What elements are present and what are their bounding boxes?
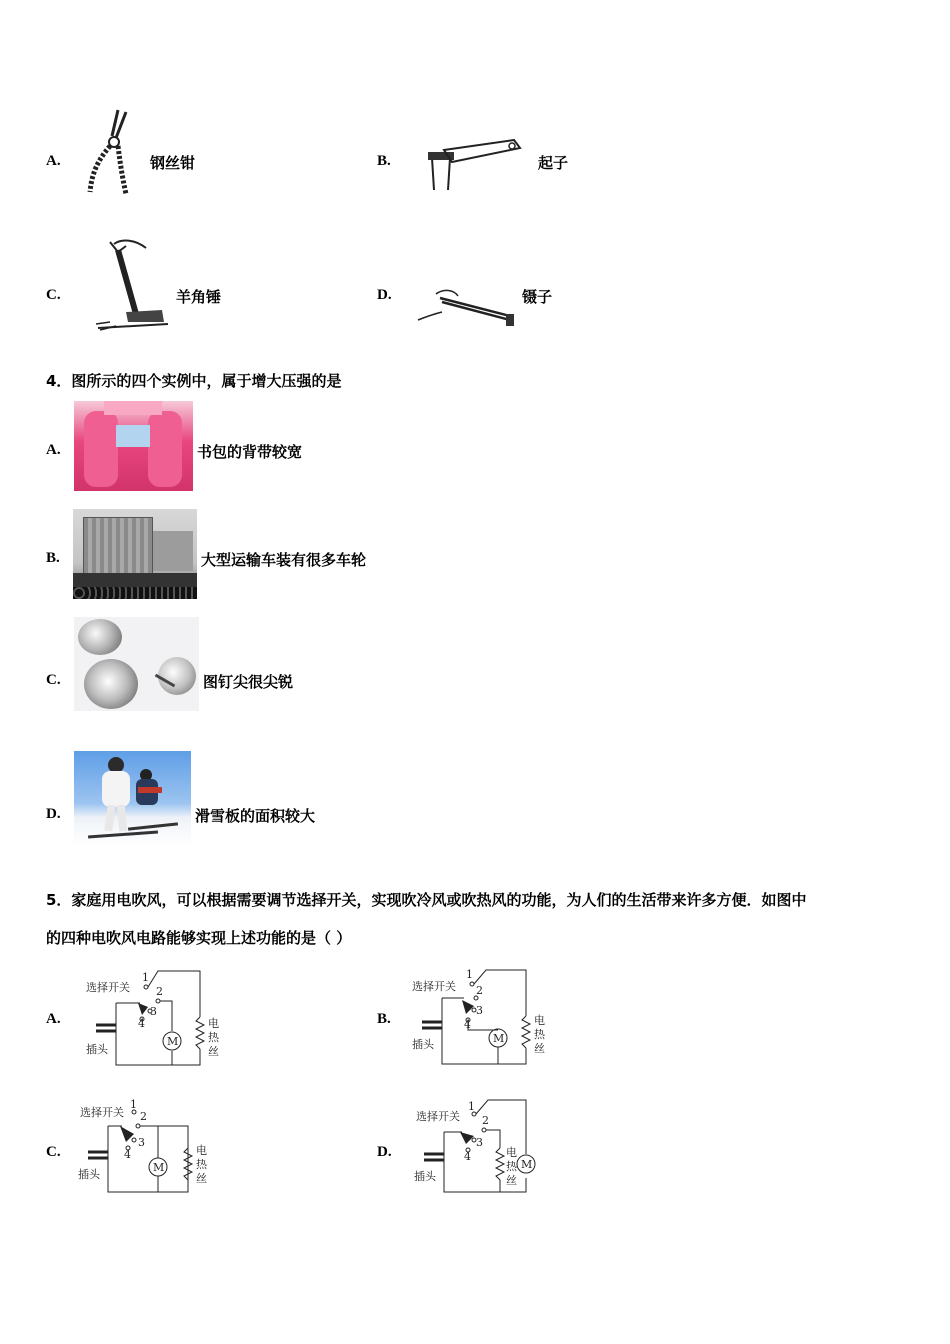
option-text: 羊角锤: [176, 288, 222, 306]
svg-text:4: 4: [464, 1018, 471, 1031]
option-text: 滑雪板的面积较大: [195, 807, 316, 825]
svg-text:2: 2: [482, 1114, 489, 1127]
svg-text:丝: 丝: [208, 1045, 219, 1058]
svg-text:热: 热: [196, 1158, 207, 1171]
svg-text:丝: 丝: [196, 1172, 207, 1185]
option-label: D.: [377, 287, 392, 303]
option-label: C.: [46, 1144, 61, 1160]
motor-icon: M: [521, 1158, 533, 1171]
option-text: 镊子: [522, 288, 553, 306]
option-label: A.: [46, 442, 61, 458]
option-label: C.: [46, 672, 61, 688]
svg-text:电: 电: [208, 1017, 219, 1030]
svg-text:4: 4: [464, 1150, 471, 1163]
svg-text:4: 4: [124, 1148, 131, 1161]
option-label: D.: [377, 1144, 392, 1160]
svg-text:3: 3: [150, 1005, 157, 1018]
svg-text:3: 3: [138, 1136, 145, 1149]
motor-icon: M: [167, 1035, 179, 1048]
circuit-diagram-c: [78, 1096, 224, 1198]
switch-label: 选择开关: [412, 980, 456, 993]
svg-text:2: 2: [156, 985, 163, 998]
option-text: 起子: [538, 154, 569, 172]
svg-text:1: 1: [130, 1098, 137, 1111]
thumbtack-photo: [74, 617, 199, 711]
svg-text:1: 1: [466, 968, 473, 981]
option-text: 钢丝钳: [150, 154, 196, 172]
question-stem-line1: 5．家庭用电吹风，可以根据需要调节选择开关，实现吹冷风或吹热风的功能，为人们的生活带来许多方便．如图中: [46, 891, 807, 909]
svg-text:4: 4: [138, 1017, 145, 1030]
svg-text:电: 电: [506, 1146, 517, 1159]
svg-text:电: 电: [534, 1014, 545, 1027]
switch-label: 选择开关: [86, 981, 130, 994]
option-label: A.: [46, 153, 61, 169]
option-label: B.: [377, 1011, 391, 1027]
option-label: B.: [46, 550, 60, 566]
pliers-icon: [82, 106, 142, 198]
circuit-diagram-d: [414, 1098, 560, 1198]
circuit-diagram-b: [412, 966, 558, 1068]
option-text: 大型运输车装有很多车轮: [201, 551, 367, 569]
plug-label: 插头: [86, 1043, 108, 1056]
svg-text:热: 热: [534, 1028, 545, 1041]
svg-text:2: 2: [140, 1110, 147, 1123]
plug-label: 插头: [414, 1170, 436, 1183]
switch-label: 选择开关: [80, 1106, 124, 1119]
option-label: B.: [377, 153, 391, 169]
plug-label: 插头: [412, 1038, 434, 1051]
plug-label: 插头: [78, 1168, 100, 1181]
tweezers-icon: [414, 280, 520, 330]
claw-hammer-icon: [96, 236, 170, 332]
svg-text:3: 3: [476, 1004, 483, 1017]
svg-text:丝: 丝: [506, 1174, 517, 1187]
truck-photo: [73, 509, 197, 599]
option-text: 书包的背带较宽: [197, 443, 303, 461]
switch-label: 选择开关: [416, 1110, 460, 1123]
option-label: C.: [46, 287, 61, 303]
option-text: 图钉尖很尖锐: [203, 673, 294, 691]
svg-text:3: 3: [476, 1136, 483, 1149]
svg-text:热: 热: [506, 1160, 517, 1173]
svg-text:1: 1: [468, 1100, 475, 1113]
circuit-diagram-a: [86, 967, 232, 1069]
bottle-opener-icon: [424, 136, 524, 190]
svg-text:热: 热: [208, 1031, 219, 1044]
question-stem-line2: 的四种电吹风电路能够实现上述功能的是（ ）: [46, 929, 352, 947]
option-label: D.: [46, 806, 61, 822]
motor-icon: M: [493, 1032, 505, 1045]
question-stem: 4．图所示的四个实例中，属于增大压强的是: [46, 372, 342, 390]
skiers-photo: [74, 751, 191, 846]
svg-text:2: 2: [476, 984, 483, 997]
svg-text:1: 1: [142, 971, 149, 984]
backpack-photo: [74, 401, 193, 491]
motor-icon: M: [153, 1161, 165, 1174]
svg-text:电: 电: [196, 1144, 207, 1157]
svg-text:丝: 丝: [534, 1042, 545, 1055]
option-label: A.: [46, 1011, 61, 1027]
